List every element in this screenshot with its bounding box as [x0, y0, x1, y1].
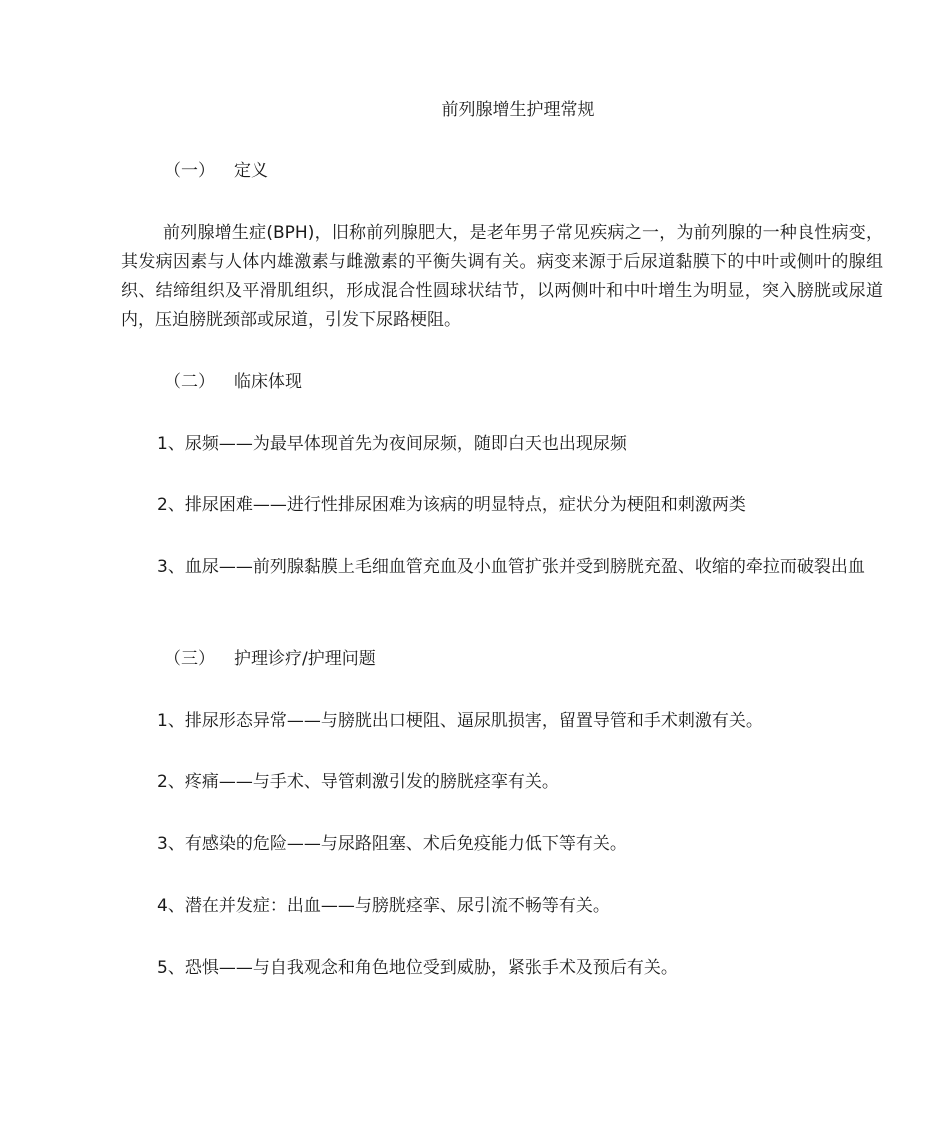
list-item: 2、排尿困难——进行性排尿困难为该病的明显特点，症状分为梗阻和刺激两类 [157, 495, 746, 515]
list-item: 5、恐惧——与自我观念和角色地位受到威胁，紧张手术及预后有关。 [157, 958, 678, 978]
section-number: （一） [164, 161, 215, 181]
section-title: 定义 [234, 161, 268, 181]
definition-paragraph: 前列腺增生症(BPH)，旧称前列腺肥大，是老年男子常见疾病之一，为前列腺的一种良性病变，其发病因素与人体内雄激素与雌激素的平衡失调有关。病变来源于后尿道黏膜下的中叶或侧叶的腺组织、结缔组织及平滑肌组织，形成混合性圆球状结节，以两侧叶和中叶增生为明显，突入膀胱或尿道内，压迫膀胱颈部或尿道，引发下尿路梗阻。 [121, 223, 883, 330]
section-heading-clinical [164, 369, 302, 395]
list-item: 1、尿频——为最早体现首先为夜间尿频，随即白天也出现尿频 [157, 434, 627, 454]
section-heading-nursing [164, 646, 376, 672]
section-number: （三） [164, 649, 215, 669]
list-item: 3、血尿——前列腺黏膜上毛细血管充血及小血管扩张并受到膀胱充盈、收缩的牵拉而破裂出血 [157, 557, 865, 577]
section-title: 护理诊疗/护理问题 [234, 649, 376, 669]
section-number: （二） [164, 372, 215, 392]
document-title: 前列腺增生护理常规 [441, 100, 595, 120]
list-item: 1、排尿形态异常——与膀胱出口梗阻、逼尿肌损害，留置导管和手术刺激有关。 [157, 711, 763, 731]
list-item: 2、疼痛——与手术、导管刺激引发的膀胱痉挛有关。 [157, 772, 559, 792]
list-item: 4、潜在并发症：出血——与膀胱痉挛、尿引流不畅等有关。 [157, 896, 610, 916]
section-heading-definition [164, 158, 268, 184]
section-title: 临床体现 [234, 372, 302, 392]
list-item: 3、有感染的危险——与尿路阻塞、术后免疫能力低下等有关。 [157, 834, 627, 854]
